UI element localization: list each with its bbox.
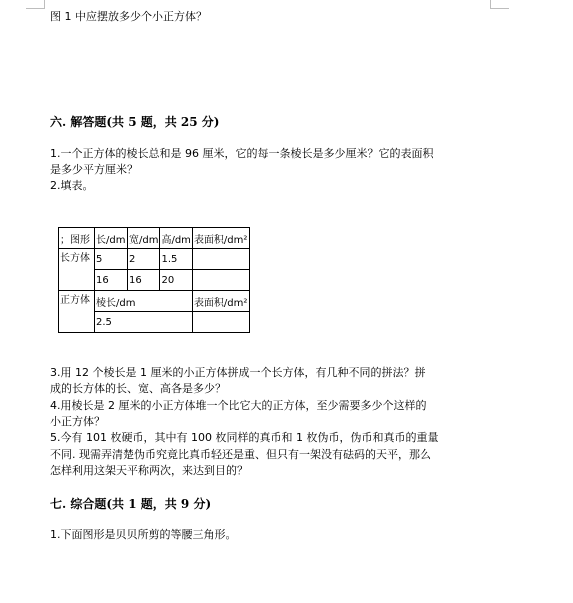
page-corner-mark-right xyxy=(490,0,509,9)
question-1-line-2: 是多少平方厘米？ xyxy=(50,163,138,176)
page-corner-mark-left xyxy=(26,0,45,9)
question-4-line-1: 4.用棱长是 2 厘米的小正方体堆一个比它大的正方体，至少需要多少个这样的 xyxy=(50,399,427,412)
cube-label: 正方体 xyxy=(59,291,95,333)
table-blank-cell xyxy=(192,249,249,270)
question-5-line-2: 不同. 现需弄清楚伪币究竟比真币轻还是重、但只有一架没有砝码的天平，那么 xyxy=(50,448,431,461)
question-3-line-1: 3.用 12 个棱长是 1 厘米的小正方体拼成一个长方体，有几种不同的拼法？拼 xyxy=(50,366,426,379)
cuboid-label: 长方体 xyxy=(59,249,95,291)
table-cell: 20 xyxy=(160,270,192,291)
section-7-heading: 七. 综合题(共 1 题，共 9 分) xyxy=(50,497,212,511)
header-shape: ；图形 xyxy=(59,228,95,249)
table-cell: 5 xyxy=(95,249,128,270)
question-4-line-2: 小正方体？ xyxy=(50,415,105,428)
cube-area-header: 表面积/dm² xyxy=(192,291,249,312)
header-surface-area: 表面积/dm² xyxy=(192,228,249,249)
fill-in-table xyxy=(58,227,250,333)
question-2: 2.填表。 xyxy=(50,179,94,192)
intro-question: 图 1 中应摆放多少个小正方体？ xyxy=(50,10,207,23)
cube-edge-value: 2.5 xyxy=(95,312,193,333)
section-6-heading: 六. 解答题(共 5 题，共 25 分) xyxy=(50,115,220,129)
table-cell: 2 xyxy=(128,249,160,270)
table-cell: 16 xyxy=(95,270,128,291)
table-cell: 16 xyxy=(128,270,160,291)
header-width: 宽/dm xyxy=(128,228,160,249)
table-header-row xyxy=(59,228,250,249)
question-1-line-1: 1.一个正方体的棱长总和是 96 厘米，它的每一条棱长是多少厘米？它的表面积 xyxy=(50,147,434,160)
question-3-line-2: 成的长方体的长、宽、高各是多少？ xyxy=(50,382,226,395)
table-cell: 1.5 xyxy=(160,249,192,270)
section-7-question-1: 1.下面图形是贝贝所剪的等腰三角形。 xyxy=(50,528,237,541)
header-length: 长/dm xyxy=(95,228,128,249)
table-blank-cell xyxy=(192,270,249,291)
table-blank-cell xyxy=(192,312,249,333)
question-5-line-3: 怎样利用这架天平称两次，来达到目的？ xyxy=(50,464,248,477)
cube-edge-header: 棱长/dm xyxy=(95,291,193,312)
header-height: 高/dm xyxy=(160,228,192,249)
table-row xyxy=(59,291,250,312)
table-row xyxy=(59,249,250,270)
question-5-line-1: 5.今有 101 枚硬币，其中有 100 枚同样的真币和 1 枚伪币，伪币和真币的重量 xyxy=(50,431,439,444)
